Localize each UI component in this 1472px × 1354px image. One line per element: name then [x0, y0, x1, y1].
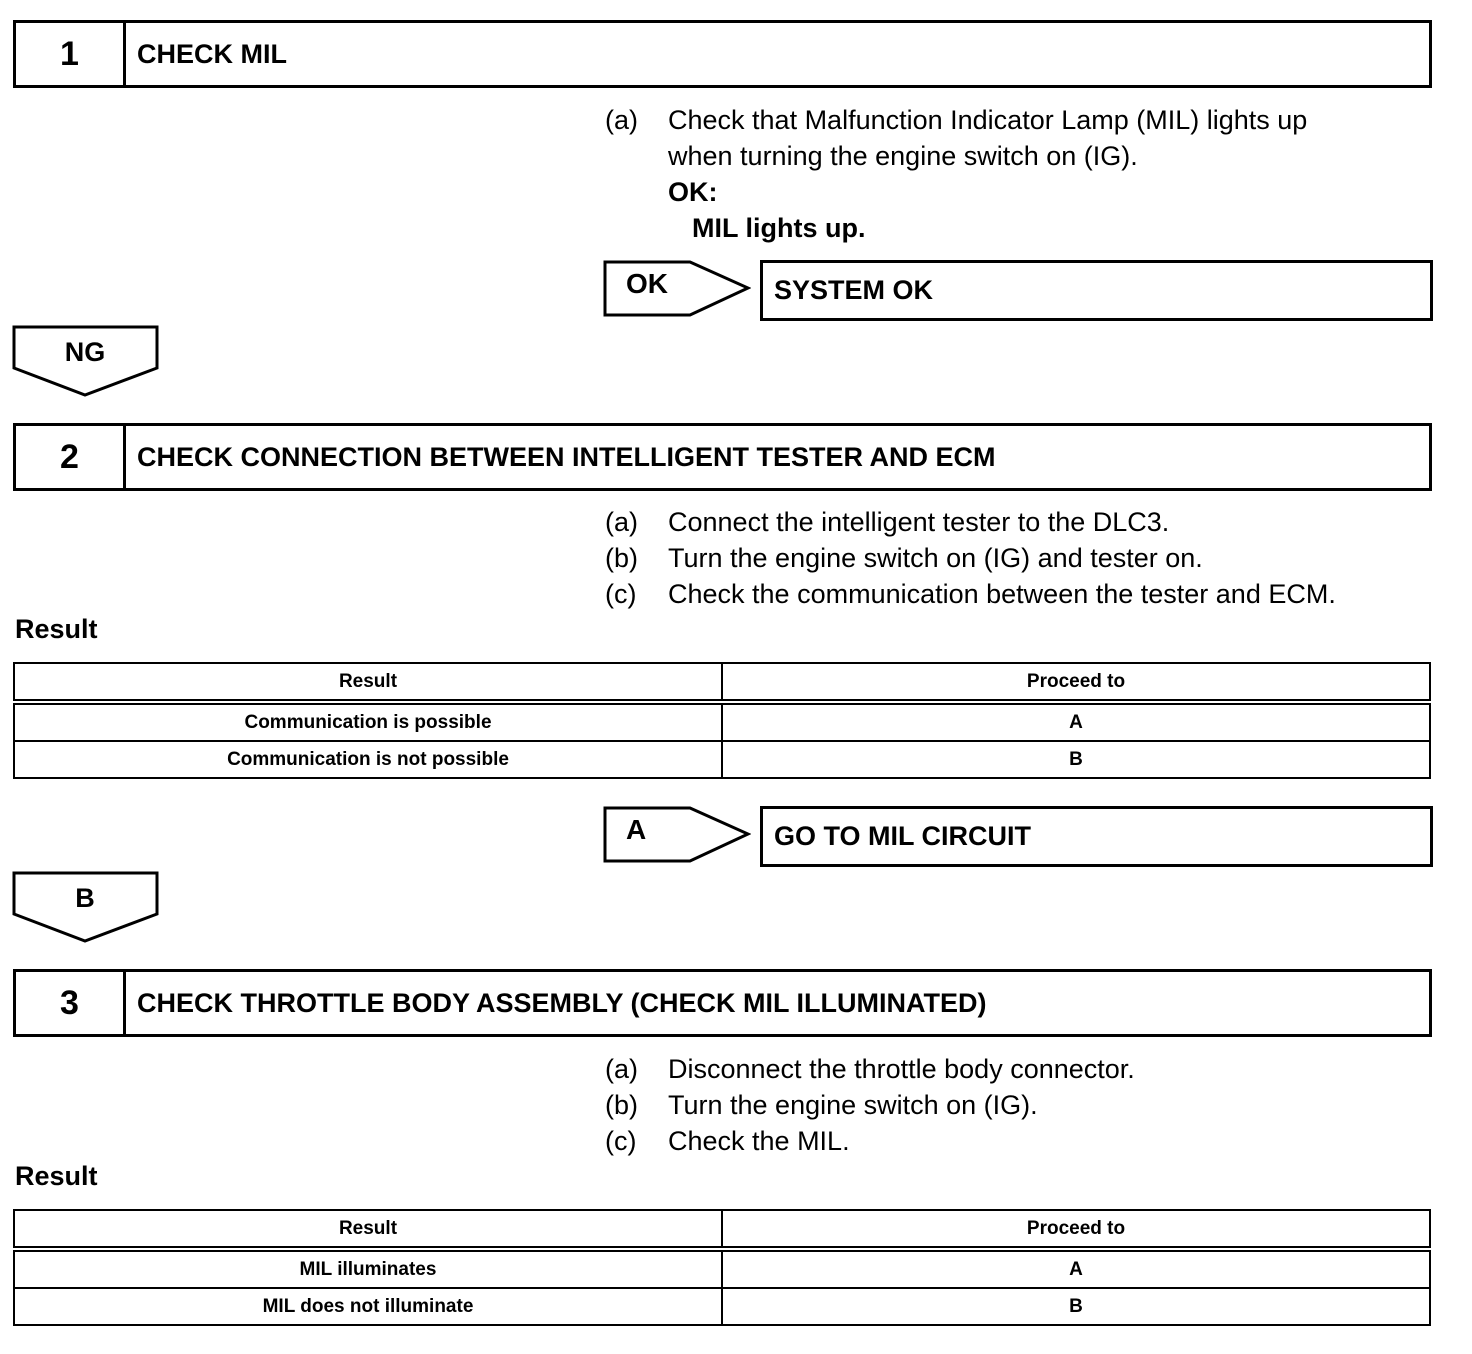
b-branch-arrow: [12, 871, 160, 943]
result-heading: Result: [15, 1161, 98, 1191]
step-1-instructions: [605, 102, 1307, 246]
branch-label: OK: [626, 268, 668, 299]
result-cell: Communication is not possible: [14, 741, 722, 778]
result-table: [13, 662, 1431, 779]
branch-label: B: [75, 883, 95, 913]
item-label: (b): [605, 543, 638, 573]
column-header: Result: [14, 663, 722, 702]
table-row: [14, 1249, 1430, 1288]
proceed-cell: B: [722, 741, 1430, 778]
step-number: 2: [16, 426, 126, 488]
step-number: 3: [16, 972, 126, 1034]
step-2-instructions: [605, 504, 1336, 612]
item-text: Disconnect the throttle body connector.: [668, 1054, 1135, 1084]
step-3-header: [13, 969, 1432, 1037]
step-title: CHECK CONNECTION BETWEEN INTELLIGENT TESTER AND ECM: [137, 441, 996, 472]
item-label: (a): [605, 105, 638, 135]
column-header: Result: [14, 1210, 722, 1249]
go-to-mil-circuit-box: GO TO MIL CIRCUIT: [760, 806, 1433, 867]
ok-label: OK:: [668, 177, 718, 207]
item-label: [605, 138, 668, 174]
item-text: Check that Malfunction Indicator Lamp (MIL) lights up: [668, 105, 1308, 135]
item-label: (c): [605, 579, 637, 609]
proceed-cell: A: [722, 702, 1430, 741]
result-table: [13, 1209, 1431, 1326]
column-header: Proceed to: [722, 663, 1430, 702]
item-text: Turn the engine switch on (IG).: [668, 1090, 1038, 1120]
step-2-header: [13, 423, 1432, 491]
table-row: [14, 702, 1430, 741]
table-row: [14, 741, 1430, 778]
item-label: (b): [605, 1090, 638, 1120]
proceed-cell: A: [722, 1249, 1430, 1288]
result-cell: MIL illuminates: [14, 1249, 722, 1288]
branch-label: NG: [64, 337, 106, 367]
proceed-cell: B: [722, 1288, 1430, 1325]
ok-text: MIL lights up.: [692, 213, 866, 243]
ng-branch-arrow: [12, 325, 160, 397]
branch-label: A: [626, 814, 647, 845]
system-ok-box: SYSTEM OK: [760, 260, 1433, 321]
step-number: 1: [16, 23, 126, 85]
step-3-instructions: [605, 1051, 1135, 1159]
ok-branch-arrow: [603, 260, 751, 317]
item-text: when turning the engine switch on (IG).: [668, 141, 1138, 171]
item-label: (a): [605, 1054, 638, 1084]
item-label: (a): [605, 507, 638, 537]
item-text: Connect the intelligent tester to the DLC3.: [668, 507, 1170, 537]
step-title: CHECK THROTTLE BODY ASSEMBLY (CHECK MIL ILLUMINATED): [137, 987, 987, 1018]
result-heading: Result: [15, 614, 98, 644]
step-title: CHECK MIL: [137, 38, 287, 69]
item-text: Turn the engine switch on (IG) and tester on.: [668, 543, 1203, 573]
item-label: (c): [605, 1126, 637, 1156]
result-cell: Communication is possible: [14, 702, 722, 741]
item-text: Check the communication between the tester and ECM.: [668, 579, 1336, 609]
table-row: [14, 1288, 1430, 1325]
column-header: Proceed to: [722, 1210, 1430, 1249]
item-text: Check the MIL.: [668, 1126, 850, 1156]
a-branch-arrow: [603, 806, 751, 863]
step-1-header: [13, 20, 1432, 88]
result-cell: MIL does not illuminate: [14, 1288, 722, 1325]
